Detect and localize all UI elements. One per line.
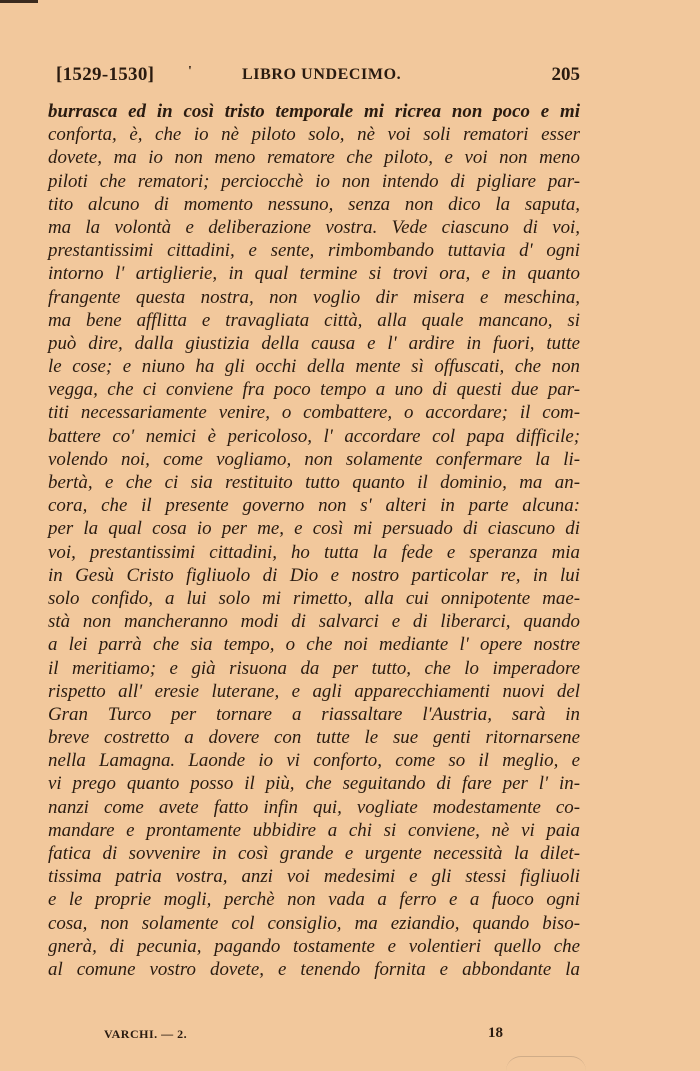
text-line: breve costretto a dovere con tutte le sue genti ritornarsene [48, 727, 580, 749]
text-line: gnerà, di pecunia, pagando tostamente e volentieri quello che [48, 935, 580, 957]
text-line: burrasca ed in così tristo temporale mi ricrea non poco e mi [48, 101, 580, 122]
text-line: al comune vostro dovete, e tenendo fornita e abbondante la [48, 958, 580, 980]
text-line: piloti che rematori; perciocchè io non intendo di pigliare par- [48, 170, 580, 192]
text-line: in Gesù Cristo figliuolo di Dio e nostro particolar re, in lui [48, 564, 580, 586]
text-line: e le proprie mogli, perchè non vada a ferro e a fuoco ogni [48, 889, 580, 911]
text-line: battere co' nemici è pericoloso, l' accordare col papa difficile; [48, 425, 580, 447]
text-line: vegga, che ci conviene fra poco tempo a uno di questi due par- [48, 379, 580, 401]
text-line: solo confido, a lui solo mi rimetto, alla cui onnipotente mae- [48, 587, 580, 609]
text-line: cosa, non solamente col consiglio, ma eziandio, quando biso- [48, 912, 580, 934]
running-head [56, 64, 580, 90]
text-line: ma la volontà e deliberazione vostra. Vede ciascuno di voi, [48, 216, 580, 238]
text-line: nella Lamagna. Laonde io vi conforto, come so il meglio, e [48, 750, 580, 772]
text-line: intorno l' artiglierie, in qual termine si trovi ora, e in quanto [48, 263, 580, 285]
text-line: può dire, dalla giustizia della causa e l' ardire in fuori, tutte [48, 332, 580, 354]
text-line: dovete, ma io non meno rematore che piloto, e voi non meno [48, 147, 580, 169]
text-line: bertà, e che ci sia restituito tutto quanto il dominio, ma an- [48, 472, 580, 493]
page-number: 205 [551, 64, 580, 85]
text-line: frangente questa nostra, non voglio dir misera e meschina, [48, 286, 580, 308]
text-line: volendo noi, come vogliamo, non solamente confermare la li- [48, 448, 580, 470]
header-tick-mark: ' [188, 64, 192, 79]
page-footer [104, 1025, 504, 1045]
text-line: fatica di sovvenire in così grande e urgente necessità la dilet- [48, 843, 580, 864]
text-line: a lei parrà che sia tempo, o che noi mediante l' opere nostre [48, 634, 580, 656]
text-line: Gran Turco per tornare a riassaltare l'Austria, sarà in [48, 703, 580, 725]
text-line: cora, che il presente governo non s' alteri in parte alcuna: [48, 495, 580, 517]
text-line: ma bene afflitta e travagliata città, alla quale mancano, si [48, 309, 580, 331]
signature-number: 18 [488, 1025, 503, 1041]
book-title: LIBRO UNDECIMO. [242, 66, 402, 83]
header-years: [1529-1530] [56, 64, 155, 85]
text-line: per la qual cosa io per me, e così mi persuado di ciascuno di [48, 518, 580, 540]
page-edge-mark [0, 0, 38, 3]
text-line: tito alcuno di momento nessuno, senza non dico la saputa, [48, 193, 580, 215]
text-line: stà non mancheranno modi di salvarci e di liberarci, quando [48, 611, 580, 633]
text-line: le cose; e niuno ha gli occhi della mente sì offuscati, che non [48, 356, 580, 378]
text-line: conforta, è, che io nè piloto solo, nè voi soli rematori esser [48, 124, 580, 146]
scan-watermark-fragment [506, 1056, 586, 1071]
text-line: titi necessariamente venire, o combattere, o accordare; il com- [48, 402, 580, 424]
text-line: rispetto all' eresie luterane, e agli apparecchiamenti nuovi del [48, 680, 580, 702]
text-line: il meritiamo; e già risuona da per tutto, che lo imperadore [48, 657, 580, 679]
text-line: voi, prestantissimi cittadini, ho tutta la fede e speranza mia [48, 541, 580, 563]
body-text [48, 100, 580, 981]
text-line: mandare e prontamente ubbidire a chi si conviene, nè vi paia [48, 819, 580, 841]
text-line: vi prego quanto posso il più, che seguitando di fare per l' in- [48, 773, 580, 795]
text-line: nanzi come avete fatto infin qui, vogliate modestamente co- [48, 796, 580, 818]
text-line: prestantissimi cittadini, e sente, rimbombando tuttavia d' ogni [48, 240, 580, 262]
printer-signature: VARCHI. — 2. [104, 1027, 188, 1041]
text-line: tissima patria vostra, anzi voi medesimi e gli stessi figliuoli [48, 866, 580, 888]
